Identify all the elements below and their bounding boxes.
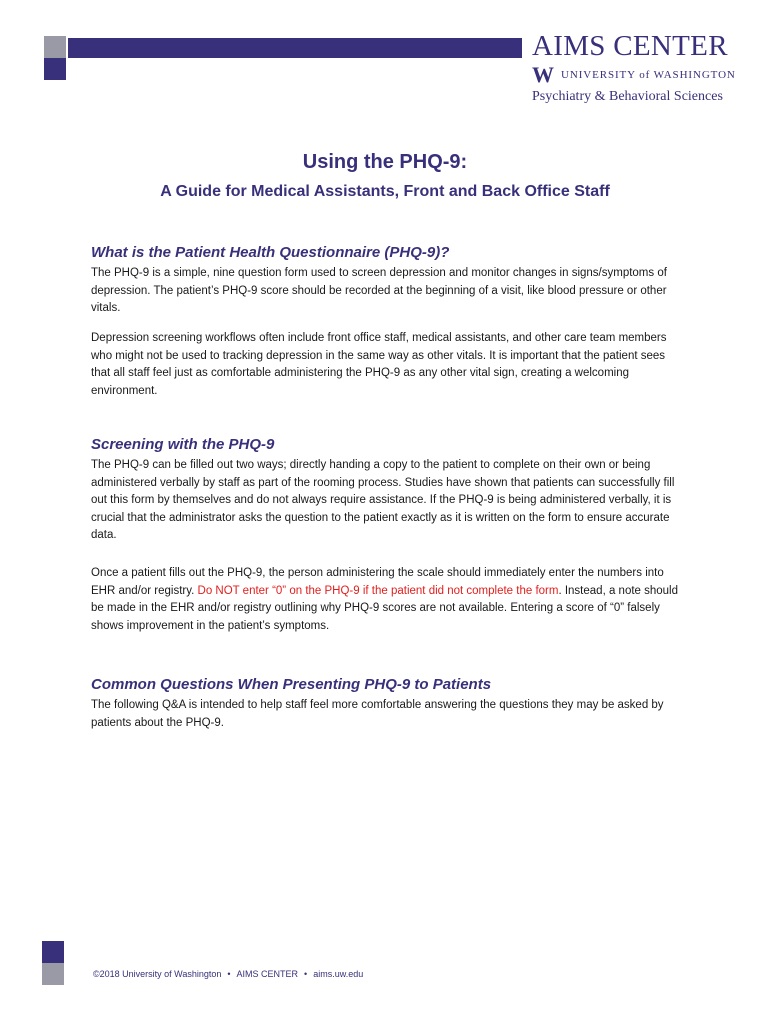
page-subtitle: A Guide for Medical Assistants, Front and Back Office Staff — [160, 183, 610, 200]
gray-square — [44, 36, 66, 58]
section-heading-what-is-phq9: What is the Patient Health Questionnaire (PHQ-9)? — [91, 244, 450, 261]
section-heading-common-questions: Common Questions When Presenting PHQ-9 to Patients — [91, 676, 492, 693]
logo-university-row — [532, 62, 736, 87]
paragraph-text: . Instead, a note should be made in the EHR and/or registry outlining why PHQ-9 scores are not available. Entering a score of “0” falsely shows improvement in the patient’s symptoms. — [91, 584, 679, 632]
footer — [93, 969, 363, 979]
paragraph: The PHQ-9 is a simple, nine question form used to screen depression and monitor changes in signs/symptoms of depression. The patient’s PHQ-9 score should be recorded at the beginning of a visit, like blood pressure or other vitals. — [91, 267, 667, 314]
footer-url: aims.uw.edu — [313, 969, 364, 979]
uw-w-icon: W — [532, 62, 554, 87]
paragraph-do-not-enter-zero — [91, 565, 686, 635]
footer-copyright: ©2018 University of Washington — [93, 969, 222, 979]
aims-center-logo — [532, 30, 736, 105]
section-heading-screening: Screening with the PHQ-9 — [91, 436, 275, 453]
gray-square — [42, 963, 64, 985]
logo-department: Psychiatry & Behavioral Sciences — [532, 89, 723, 104]
paragraph: Depression screening workflows often include front office staff, medical assistants, and other care team members who might not be used to tracking depression in the same way as other vitals. It is important that the patient sees that all staff feel just as comfortable administering the PHQ-9 as any other vital sign, creating a welcoming environment. — [91, 332, 667, 397]
footer-center: AIMS CENTER — [236, 969, 299, 979]
warning-text: Do NOT enter “0” on the PHQ-9 if the patient did not complete the form — [197, 584, 559, 597]
logo-title: AIMS CENTER — [532, 30, 728, 62]
purple-square — [42, 941, 64, 963]
purple-square — [44, 58, 66, 80]
paragraph: The following Q&A is intended to help staff feel more comfortable answering the questions they may be asked by patients about the PHQ-9. — [91, 699, 664, 729]
footer-separator: • — [304, 969, 308, 979]
paragraph-text: Once a patient fills out the PHQ-9, the person administering the scale should immediately enter the numbers into EHR and/or registry. — [91, 567, 664, 597]
page-title: Using the PHQ-9: — [302, 151, 468, 173]
footer-separator: • — [227, 969, 231, 979]
header-bar — [68, 38, 522, 58]
logo-university: UNIVERSITY of WASHINGTON — [561, 69, 736, 81]
footer-decoration-squares — [42, 941, 64, 985]
paragraph: The PHQ-9 can be filled out two ways; directly handing a copy to the patient to complete on their own or being administered verbally by staff as part of the rooming process. Studies have shown that patients can successfully fill out this form by themselves and do not always require assistance. If the PHQ-9 is being administered verbally, it is crucial that the administrator asks the question to the patient exactly as it is written on the form to ensure accurate data. — [91, 459, 675, 541]
header-decoration-squares — [44, 36, 68, 80]
